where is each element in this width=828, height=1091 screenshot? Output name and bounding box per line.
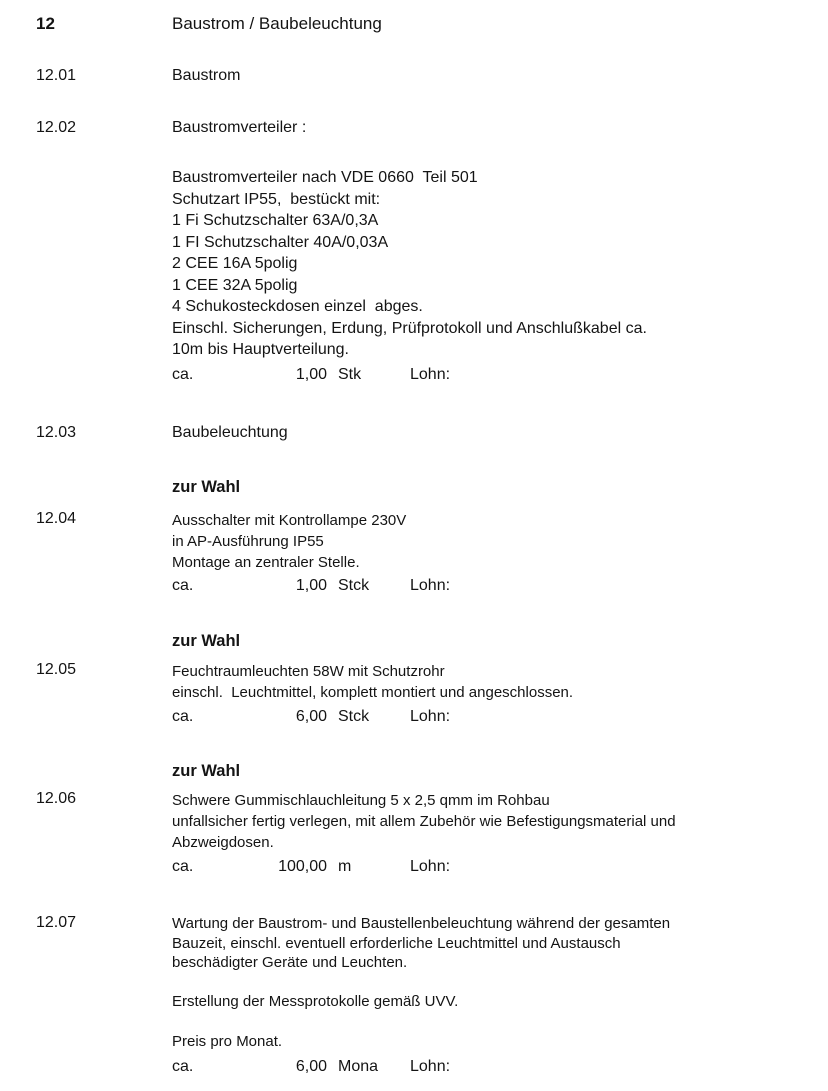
quantity-value: 6,00 (295, 708, 327, 725)
item-number: 12.07 (36, 914, 77, 931)
choice-heading-row (36, 632, 808, 651)
chapter-title: Baustrom / Baubeleuchtung (172, 14, 382, 33)
item-number: 12.05 (36, 661, 77, 678)
item-12-02-quantity-row (36, 366, 808, 384)
quantity-value: 1,00 (295, 577, 327, 594)
unit-label: m (338, 858, 352, 875)
item-12-04-quantity-row (36, 577, 808, 595)
description-line: Schutzart IP55, bestückt mit: (172, 190, 381, 208)
item-12-07-price-basis (36, 1032, 808, 1052)
description-line: Erstellung der Messprotokolle gemäß UVV. (172, 993, 459, 1010)
unit-label: Mona (338, 1058, 379, 1075)
approx-label: ca. (172, 577, 194, 594)
item-12-06-quantity-row (36, 858, 808, 876)
item-number: 12.04 (36, 510, 77, 527)
description-line: 2 CEE 16A 5polig (172, 255, 298, 272)
description-line: Schwere Gummischlauchleitung 5 x 2,5 qmm im Rohbau (172, 792, 550, 809)
item-12-01 (36, 67, 808, 85)
description-line: 1 CEE 32A 5polig (172, 276, 298, 294)
description-line: Einschl. Sicherungen, Erdung, Prüfprotokoll und Anschlußkabel ca. (172, 319, 647, 337)
approx-label: ca. (172, 366, 194, 383)
description-line: Feuchtraumleuchten 58W mit Schutzrohr (172, 663, 445, 680)
item-12-06 (36, 790, 808, 853)
item-number: 12.01 (36, 67, 77, 84)
approx-label: ca. (172, 1058, 194, 1075)
approx-label: ca. (172, 708, 194, 725)
unit-label: Stk (338, 366, 362, 383)
chapter-heading (36, 14, 808, 34)
item-12-05 (36, 661, 808, 703)
choice-heading-row (36, 478, 808, 497)
description-line: 4 Schukosteckdosen einzel abges. (172, 298, 423, 315)
description-line: Baustromverteiler nach VDE 0660 Teil 501 (172, 169, 478, 186)
item-number: 12.06 (36, 790, 77, 807)
item-12-07 (36, 914, 808, 973)
item-title: Baustrom (172, 67, 241, 84)
description-line: in AP-Ausführung IP55 (172, 533, 324, 550)
approx-label: ca. (172, 858, 194, 875)
description-line: 1 Fi Schutzschalter 63A/0,3A (172, 212, 379, 229)
item-title: Baustromverteiler : (172, 119, 307, 136)
chapter-number: 12 (36, 14, 55, 33)
item-title: Baubeleuchtung (172, 424, 288, 441)
description-line: Abzweigdosen. (172, 834, 274, 851)
wage-label: Lohn: (410, 577, 451, 594)
description-line: unfallsicher fertig verlegen, mit allem Zubehör wie Befestigungsmaterial und (172, 813, 676, 830)
choice-heading-row (36, 762, 808, 781)
item-12-07-quantity-row (36, 1058, 808, 1076)
quantity-value: 100,00 (278, 858, 327, 875)
wage-label: Lohn: (410, 1058, 451, 1075)
wage-label: Lohn: (410, 858, 451, 875)
choice-heading: zur Wahl (172, 478, 241, 496)
item-number: 12.03 (36, 424, 77, 441)
description-line: einschl. Leuchtmittel, komplett montiert und angeschlossen. (172, 684, 574, 701)
unit-label: Stck (338, 577, 370, 594)
quantity-value: 6,00 (295, 1058, 327, 1075)
wage-label: Lohn: (410, 366, 451, 383)
choice-heading: zur Wahl (172, 632, 241, 650)
item-12-02 (36, 119, 808, 137)
item-12-07-note (36, 992, 808, 1012)
item-12-05-quantity-row (36, 708, 808, 726)
wage-label: Lohn: (410, 708, 451, 725)
description-line: Montage an zentraler Stelle. (172, 554, 360, 571)
description-line: Wartung der Baustrom- und Baustellenbeleuchtung während der gesamten (172, 915, 671, 932)
item-12-02-description (36, 167, 808, 361)
quantity-value: 1,00 (295, 366, 327, 383)
description-line: Bauzeit, einschl. eventuell erforderliche Leuchtmittel und Austausch (172, 934, 621, 952)
description-line: 10m bis Hauptverteilung. (172, 341, 349, 358)
unit-label: Stck (338, 708, 370, 725)
description-line: Ausschalter mit Kontrollampe 230V (172, 512, 407, 529)
description-line: Preis pro Monat. (172, 1033, 283, 1050)
item-12-04 (36, 510, 808, 573)
item-number: 12.02 (36, 119, 77, 136)
item-12-03 (36, 424, 808, 442)
description-line: 1 FI Schutzschalter 40A/0,03A (172, 233, 389, 251)
description-line: beschädigter Geräte und Leuchten. (172, 954, 408, 971)
choice-heading: zur Wahl (172, 762, 241, 780)
